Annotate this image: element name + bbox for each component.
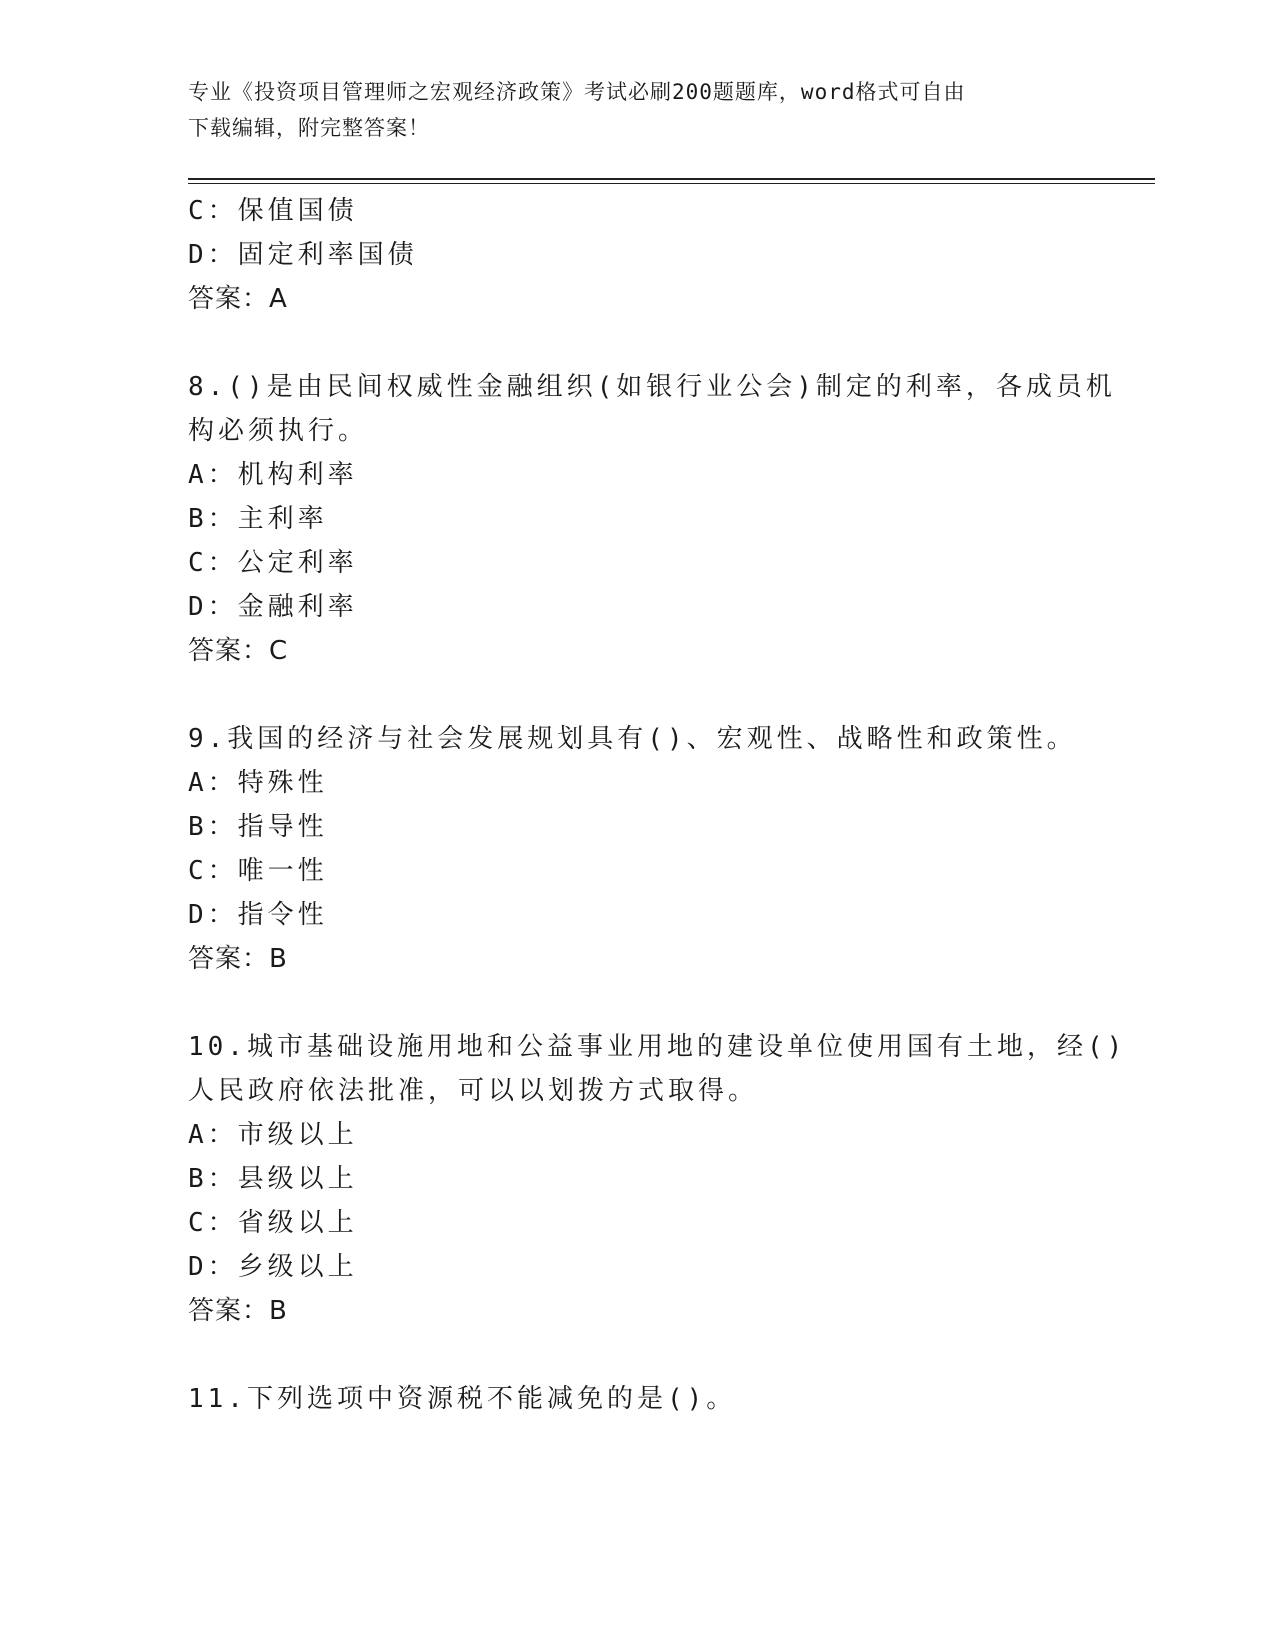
q7-option-d: D：固定利率国债 [188, 240, 418, 270]
header-line-1: 专业《投资项目管理师之宏观经济政策》考试必刷200题题库，word格式可自由 [188, 80, 966, 104]
q10-stem-line-2: 人民政府依法批准，可以以划拨方式取得。 [188, 1076, 759, 1106]
q7-option-c: C：保值国债 [188, 196, 358, 226]
q8-option-a: A：机构利率 [188, 460, 358, 490]
q11-stem-line-1: 11.下列选项中资源税不能减免的是()。 [188, 1384, 737, 1414]
q9-stem-line-1: 9.我国的经济与社会发展规划具有()、宏观性、战略性和政策性。 [188, 724, 1077, 754]
q10-option-d: D：乡级以上 [188, 1252, 358, 1282]
q9-option-b: B：指导性 [188, 812, 328, 842]
q9-option-d: D：指令性 [188, 900, 328, 930]
q10-option-b: B：县级以上 [188, 1164, 358, 1194]
q7-answer: 答案：A [188, 284, 288, 314]
q8-stem-line-1: 8.()是由民间权威性金融组织(如银行业公会)制定的利率，各成员机 [188, 372, 1116, 402]
q10-stem-line-1: 10.城市基础设施用地和公益事业用地的建设单位使用国有土地，经() [188, 1032, 1127, 1062]
q8-option-d: D：金融利率 [188, 592, 358, 622]
q8-option-c: C：公定利率 [188, 548, 358, 578]
q10-option-a: A：市级以上 [188, 1120, 358, 1150]
q10-answer: 答案：B [188, 1296, 288, 1326]
header-divider-thin [188, 183, 1155, 184]
document-header [188, 74, 1088, 146]
q10-option-c: C：省级以上 [188, 1208, 358, 1238]
q8-option-b: B：主利率 [188, 504, 328, 534]
q9-option-c: C：唯一性 [188, 856, 328, 886]
q8-answer: 答案：C [188, 636, 289, 666]
header-divider-thick [188, 178, 1155, 180]
q9-option-a: A：特殊性 [188, 768, 328, 798]
q8-stem-line-2: 构必须执行。 [188, 416, 369, 446]
header-line-2: 下载编辑，附完整答案！ [188, 116, 430, 140]
q9-answer: 答案：B [188, 944, 288, 974]
